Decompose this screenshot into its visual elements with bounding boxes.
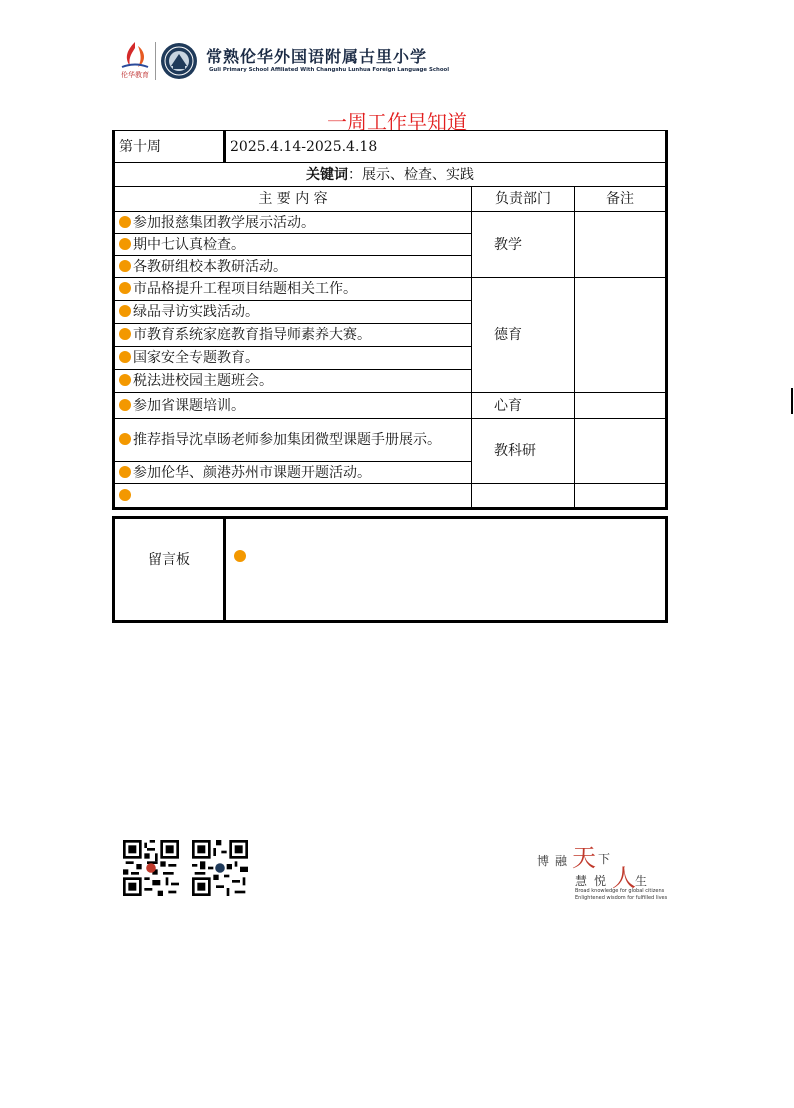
dept-cell: 教学 — [472, 212, 575, 278]
item-cell — [114, 393, 472, 419]
keywords-value: 展示、检查、实践 — [362, 166, 475, 183]
school-name-cn: 常熟伦华外国语附属古里小学 — [206, 47, 428, 66]
page-edge-mark — [791, 388, 793, 414]
slogan-char: 生 — [635, 874, 648, 888]
bullet-dot-icon — [119, 260, 131, 272]
item-text: 国家安全专题教育。 — [133, 350, 259, 366]
item-text: 期中七认真检查。 — [133, 236, 245, 253]
dept-cell: 德育 — [472, 278, 575, 393]
item-text: 市教育系统家庭教育指导师素养大赛。 — [133, 327, 371, 343]
note-cell — [575, 393, 667, 419]
flame-logo-icon — [118, 40, 152, 70]
bullet-dot-icon — [119, 433, 131, 445]
board-content — [225, 518, 667, 622]
slogan-en-line2: Enlightened wisdom for fulfilled lives — [575, 895, 668, 901]
dept-cell: 心育 — [472, 393, 575, 419]
item-text: 参加伦华、颜港苏州市课题开题活动。 — [133, 464, 371, 481]
brand-small-text: 伦华教育 — [121, 71, 149, 79]
bullet-dot-icon — [119, 351, 131, 363]
item-text: 绿品寻访实践活动。 — [133, 304, 259, 320]
table-row — [114, 278, 667, 301]
qr-code-icon[interactable] — [192, 840, 248, 896]
table-row — [114, 393, 667, 419]
keywords-cell — [114, 163, 667, 187]
column-content: 主 要 内 容 — [114, 187, 472, 212]
item-cell — [114, 324, 472, 347]
column-dept: 负责部门 — [472, 187, 575, 212]
bullet-dot-icon — [119, 328, 131, 340]
item-cell — [114, 370, 472, 393]
note-cell — [575, 212, 667, 278]
page-title: 一周工作早知道 — [327, 110, 467, 134]
slogan-char: 慧 — [575, 874, 588, 888]
week-label: 第十周 — [114, 131, 225, 163]
note-cell — [575, 484, 667, 509]
item-cell — [114, 234, 472, 256]
slogan-char: 下 — [598, 852, 611, 866]
bullet-dot-icon — [119, 466, 131, 478]
bullet-dot-icon — [234, 550, 246, 562]
item-cell — [114, 256, 472, 278]
table-row — [114, 419, 667, 462]
item-cell — [114, 278, 472, 301]
column-header-row — [114, 187, 667, 212]
week-dates: 2025.4.14-2025.4.18 — [225, 131, 667, 163]
item-text: 参加省课题培训。 — [133, 397, 245, 414]
item-text: 参加报慈集团教学展示活动。 — [133, 214, 315, 231]
keywords-colon: ： — [348, 166, 363, 183]
school-slogan — [537, 838, 687, 904]
bullet-dot-icon — [119, 282, 131, 294]
table-row-empty — [114, 484, 667, 509]
table-row — [114, 212, 667, 234]
dept-cell — [472, 484, 575, 509]
slogan-char: 悦 — [594, 874, 607, 888]
school-name-en: Guli Primary School Affiliated With Changshu Lunhua Foreign Language School — [209, 67, 450, 73]
bullet-dot-icon — [119, 216, 131, 228]
keywords-label: 关键词 — [306, 166, 349, 183]
item-cell — [114, 212, 472, 234]
bullet-dot-icon — [119, 489, 131, 501]
dept-cell: 教科研 — [472, 419, 575, 484]
bullet-dot-icon — [119, 238, 131, 250]
item-cell — [114, 419, 472, 462]
note-cell — [575, 278, 667, 393]
board-label: 留言板 — [114, 518, 225, 622]
bullet-dot-icon — [119, 305, 131, 317]
school-emblem-icon — [160, 42, 198, 80]
item-cell — [114, 301, 472, 324]
item-cell — [114, 462, 472, 484]
weekly-plan-table — [112, 130, 668, 510]
lunhua-logo — [118, 40, 152, 82]
qr-code-icon[interactable] — [123, 840, 179, 896]
header-divider — [155, 42, 156, 80]
bullet-dot-icon — [119, 374, 131, 386]
column-note: 备注 — [575, 187, 667, 212]
week-row — [114, 131, 667, 163]
item-cell — [114, 484, 472, 509]
school-seal — [160, 42, 198, 80]
item-text: 各教研组校本教研活动。 — [133, 258, 287, 275]
keywords-row — [114, 163, 667, 187]
item-cell — [114, 347, 472, 370]
item-text: 市品格提升工程项目结题相关工作。 — [133, 281, 357, 297]
message-board-table — [112, 516, 668, 623]
bullet-dot-icon — [119, 399, 131, 411]
slogan-char-large: 天 — [572, 844, 596, 872]
slogan-en-line1: Broad knowledge for global citizens — [575, 888, 665, 894]
item-text: 推荐指导沈卓旸老师参加集团微型课题手册展示。 — [133, 432, 441, 448]
note-cell — [575, 419, 667, 484]
item-text: 税法进校园主题班会。 — [133, 373, 273, 389]
slogan-char-large: 人 — [612, 864, 636, 892]
slogan-char: 博 — [537, 854, 550, 868]
slogan-char: 融 — [555, 854, 568, 868]
